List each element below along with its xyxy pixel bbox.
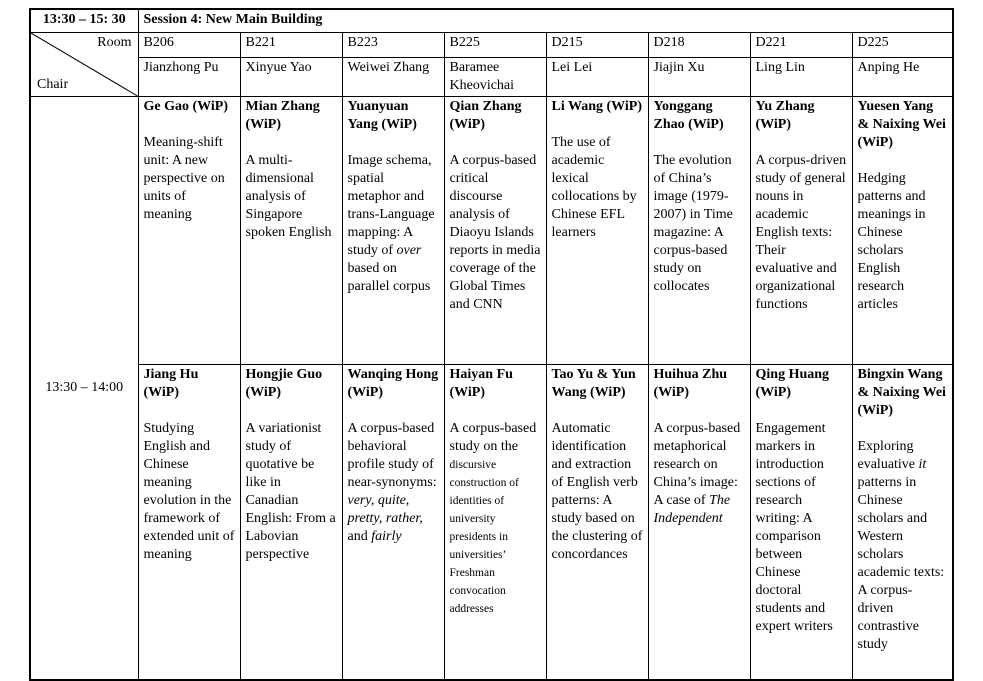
presentation-cell [750,97,852,365]
presentation-cell [240,97,342,365]
session-program-table [29,8,954,681]
presentation-authors: Bingxin Wang & Naixing Wei (WiP) [857,367,946,418]
presentation-row-2 [30,365,953,681]
chair-name: Jianzhong Pu [138,58,240,97]
time-slot-label: 13:30 – 14:00 [45,380,124,395]
session-header-row [30,9,953,33]
chair-name: Xinyue Yao [240,58,342,97]
presentation-cell [240,365,342,681]
presentation-title: Studying English and Chinese meaning evolution in the framework of extended unit of meaning [143,421,235,562]
room-label: Room [97,35,132,50]
presentation-title: A variationist study of quotative be like in Canadian English: From a Labovian perspective [245,421,336,562]
presentation-cell [342,365,444,681]
room-header: B225 [444,33,546,58]
presentation-cell [138,97,240,365]
presentation-authors: Hongjie Guo (WiP) [245,367,323,400]
chair-name: Anping He [852,58,953,97]
presentation-cell [444,97,546,365]
room-header: B223 [342,33,444,58]
presentation-cell [852,365,953,681]
room-chair-diagonal-cell [30,33,138,97]
presentation-cell [138,365,240,681]
presentation-title: Image schema, spatial metaphor and trans-Language mapping: A study of over based on parallel corpus [347,153,435,294]
presentation-title: A corpus-based behavioral profile study of near-synonyms: very, quite, pretty, rather, and fairly [347,421,437,544]
presentation-authors: Huihua Zhu (WiP) [653,367,728,400]
presentation-title: The evolution of China’s image (1979-2007) in Time magazine: A corpus-based study on collocates [653,153,733,294]
presentation-cell [648,365,750,681]
presentation-authors: Li Wang (WiP) [551,99,643,114]
presentation-authors: Haiyan Fu (WiP) [449,367,513,400]
presentation-title: A corpus-based study on the discursive construction of identities of university presidents in universities’ Freshman convocation addresses [449,421,537,615]
presentation-title: Exploring evaluative it patterns in Chinese scholars and Western scholars academic texts: A corpus-driven contrastive study [857,439,945,652]
room-header: D221 [750,33,852,58]
time-slot-cell [30,97,138,681]
room-header: D215 [546,33,648,58]
presentation-authors: Ge Gao (WiP) [143,99,229,114]
room-header: B221 [240,33,342,58]
presentation-authors: Mian Zhang (WiP) [245,99,320,132]
presentation-title: Meaning-shift unit: A new perspective on units of meaning [143,135,225,222]
presentation-cell [444,365,546,681]
session-time-range: 13:30 – 15: 30 [30,9,138,33]
presentation-title: A corpus-based metaphorical research on China’s image: A case of The Independent [653,421,741,526]
presentation-authors: Qian Zhang (WiP) [449,99,522,132]
chair-name: Ling Lin [750,58,852,97]
presentation-title: Engagement markers in introduction sections of research writing: A comparison between Chinese doctoral students and expert writers [755,421,833,634]
presentation-authors: Wanqing Hong (WiP) [347,367,439,400]
chair-name: Jiajin Xu [648,58,750,97]
room-header: D225 [852,33,953,58]
room-header: B206 [138,33,240,58]
presentation-authors: Yonggang Zhao (WiP) [653,99,724,132]
presentation-cell [546,365,648,681]
presentation-authors: Yuanyuan Yang (WiP) [347,99,417,132]
presentation-cell [648,97,750,365]
presentation-title: A corpus-driven study of general nouns in academic English texts: Their evaluative and organizational functions [755,153,847,312]
presentation-cell [852,97,953,365]
chair-label: Chair [37,77,69,92]
chair-name: Weiwei Zhang [342,58,444,97]
presentation-cell [342,97,444,365]
chair-row [30,58,953,97]
presentation-title: A multi-dimensional analysis of Singapore spoken English [245,153,332,240]
presentation-authors: Yu Zhang (WiP) [755,99,815,132]
presentation-authors: Tao Yu & Yun Wang (WiP) [551,367,636,400]
chair-name: Baramee Kheovichai [444,58,546,97]
presentation-title: Automatic identification and extraction of English verb patterns: A study based on the clustering of concordances [551,421,643,562]
room-header: D218 [648,33,750,58]
presentation-cell [546,97,648,365]
session-title: Session 4: New Main Building [138,9,953,33]
presentation-title: The use of academic lexical collocations by Chinese EFL learners [551,135,637,240]
presentation-title: A corpus-based critical discourse analysis of Diaoyu Islands reports in media coverage of the Global Times and CNN [449,153,541,312]
chair-name: Lei Lei [546,58,648,97]
presentation-authors: Qing Huang (WiP) [755,367,830,400]
presentation-cell [750,365,852,681]
presentation-authors: Jiang Hu (WiP) [143,367,199,400]
presentation-title: Hedging patterns and meanings in Chinese scholars English research articles [857,171,926,312]
presentation-authors: Yuesen Yang & Naixing Wei (WiP) [857,99,946,150]
room-row [30,33,953,58]
presentation-row-1 [30,97,953,365]
